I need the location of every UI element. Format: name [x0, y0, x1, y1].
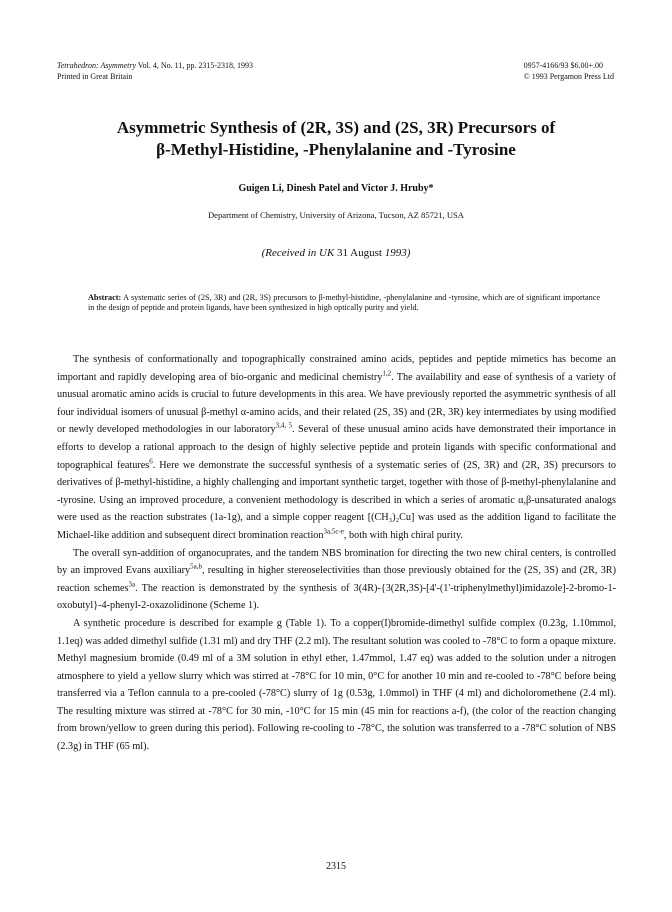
paper-title — [40, 117, 632, 161]
copyright-note: © 1993 Pergamon Press Ltd — [523, 72, 614, 81]
printed-note: Printed in Great Britain — [57, 72, 133, 81]
journal-citation: Vol. 4, No. 11, pp. 2315-2318, 1993 — [136, 61, 253, 70]
publisher-header — [524, 60, 614, 82]
p1-ref-4: 3a,5c-e — [323, 527, 344, 536]
p1-text-d: . Here we demonstrate the successful synthesis of a systematic series of (2S, 3R) and (2R, 3S) precursors to derivatives of β-methyl-histidine, a highly challenging and important synthetic target, together with those of β-methyl-phenylalanine and -tyrosine. Using an improved procedure, a convenient methodology is described in which a series of aromatic α,β-unsaturated analogs were used as the reaction substrates (1a-1g), and a simple copper reagent [(CH₃)₂Cu] was used as the addition ligand to facilitate the Michael-like addition and subsequent direct bromination reaction — [57, 459, 616, 541]
received-prefix: (Received in UK — [261, 247, 338, 259]
p1-text-b: . The availability and ease of synthesis of a variety of unusual aromatic amino acids is crucial to future developments in this area. We have previously reported the asymmetric synthesis of all four individual isomers of unusual β-methyl α-amino acids, and their related (2S, 3S) and (2R, 3R) key intermediates by using modified or newly developed methodologies in our laboratory — [57, 371, 616, 436]
paragraph-2 — [57, 545, 616, 615]
page-number: 2315 — [326, 861, 346, 872]
p2-ref-2: 3a — [128, 580, 136, 589]
p2-text-a: The overall syn-addition of organocuprates, and the tandem NBS bromination for directing the two new chiral centers, is controlled by an improved Evans auxiliary — [57, 547, 616, 577]
abstract-label: Abstract: — [88, 293, 122, 302]
p1-ref-3: 6 — [149, 457, 153, 466]
title-line-1: Asymmetric Synthesis of (2R, 3S) and (2S, 3R) Precursors of — [116, 118, 556, 137]
p2-text-b: , resulting in higher stereoselectivities than those previously obtained for the (2S, 3S) and (2R, 3R) reaction schemes — [57, 565, 616, 594]
paragraph-1 — [57, 351, 616, 545]
p2-text-c: . The reaction is demonstrated by the synthesis of 3(4R)-{3(2R,3S)-[4'-(1'-triphenylmethyl)imidazole]-2-bromo-1-oxobutyl}-4-phenyl-2-oxazolidinone (Scheme 1). — [57, 582, 616, 612]
title-line-2: β-Methyl-Histidine, -Phenylalanine and -Tyrosine — [156, 140, 516, 159]
p1-text-e: , both with high chiral purity. — [343, 529, 463, 541]
article-code: 0957-4166/93 $6.00+.00 — [523, 61, 604, 70]
affiliation: Department of Chemistry, University of Arizona, Tucson, AZ 85721, USA — [207, 210, 465, 220]
journal-name: Tetrahedron: Asymmetry — [57, 61, 137, 70]
p2-ref-1: 5a,b — [190, 562, 202, 571]
p1-ref-2: 3,4, 5 — [275, 421, 293, 430]
p1-text-c: . Several of these unusual amino acids have demonstrated their importance in efforts to develop a rational approach to the design of highly selective peptide and protein ligands with specific conformational and topographical features — [57, 424, 616, 471]
p1-text-a: The synthesis of conformationally and topographically constrained amino acids, peptides and peptide mimetics has become an important and rapidly developing area of bio-organic and medicinal chemistry — [57, 354, 616, 383]
paragraph-3: A synthetic procedure is described for example g (Table 1). To a copper(I)bromide-dimethyl sulfide complex (0.23g, 1.10mmol, 1.1eq) was added dimethyl sulfide (1.31 ml) and dry THF (2.2 ml). The resultant solution was cooled to -78°C to form a opaque mixture. Methyl magnesium bromide (0.49 ml of a 3M solution in ethyl ether, 1.47mmol, 1.47 eq) was added to the solution under a nitrogen atmosphere to yield a yellow slurry which was stirred at -78°C for 10 min, 0°C for another 10 min and re-cooled to -78°C before being transferred via a Teflon cannula to a pre-cooled (-78°C) slurry of 1g (0.53g, 1.0mmol) in THF (4 ml) and dicholoromethene (2.4 ml). The resulting mixture was stirred at -78°C for 30 min, -10°C for 15 min (45 min for reactions a-f), (the color of the reaction changing from brown/yellow to green during this period). Following re-cooling to -78°C, the solution was transferred to a -78°C solution of NBS (2.3g) in THF (65 ml). — [57, 617, 616, 753]
received-suffix: 1993) — [381, 247, 411, 259]
abstract-text: A systematic series of (2S, 3R) and (2R, 3S) precursors to β-methyl-histidine, -phenylalanine and -tyrosine, which are of significant importance in the design of peptide and protein ligands, have been synthesized in high optically purity and yield. — [88, 293, 600, 312]
abstract — [88, 293, 600, 313]
body-text — [57, 351, 616, 756]
p1-ref-1: 1,2 — [382, 369, 392, 378]
journal-header — [57, 60, 253, 82]
received-day: 31 August — [337, 247, 382, 259]
received-date — [0, 247, 672, 259]
author-list: Guigen Li, Dinesh Patel and Victor J. Hruby* — [238, 183, 434, 194]
